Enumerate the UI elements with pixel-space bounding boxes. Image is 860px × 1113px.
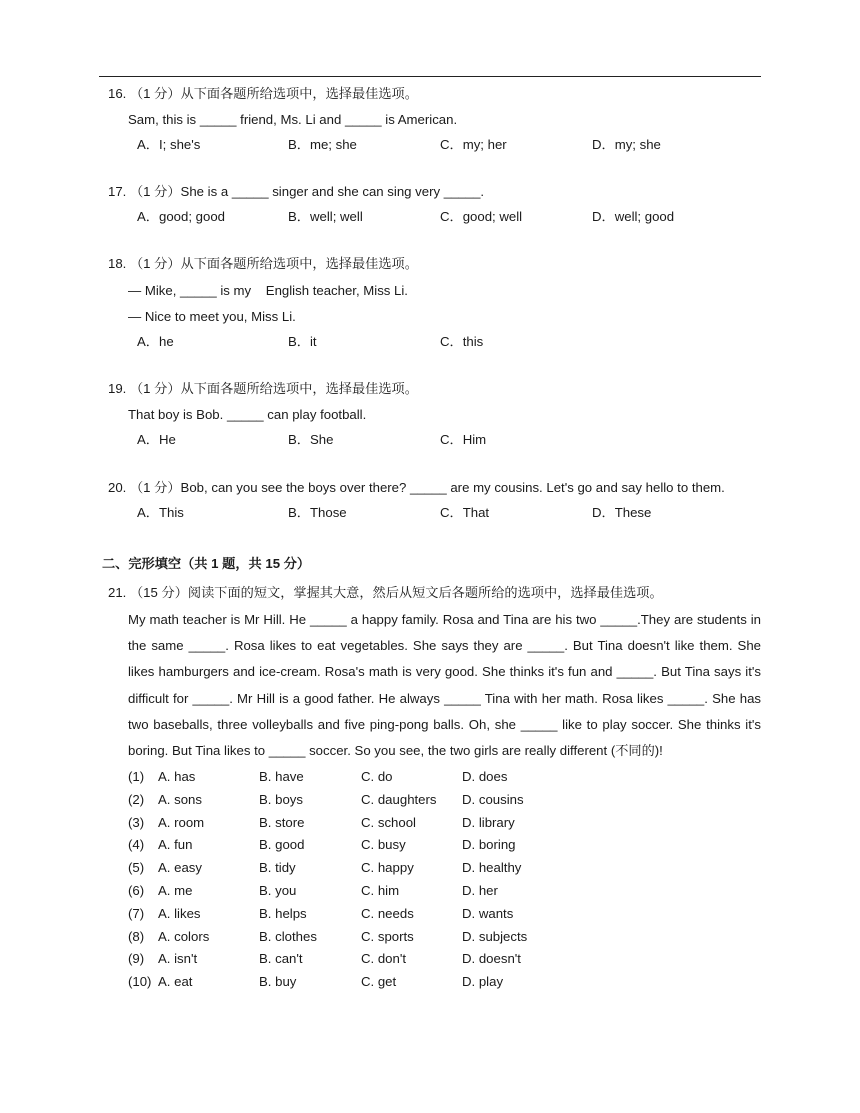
choice-option-d[interactable]: D. boring	[462, 837, 516, 853]
choice-number: (4)	[128, 837, 145, 853]
choice-number: (9)	[128, 951, 145, 967]
choice-option-a[interactable]: A. likes	[158, 905, 201, 921]
choice-row	[128, 768, 728, 786]
choice-option-a[interactable]: A. eat	[158, 974, 193, 990]
choice-option-c[interactable]: C. get	[361, 974, 397, 990]
choice-option-b[interactable]: B. good	[259, 837, 305, 853]
top-rule	[99, 76, 761, 77]
question-18-dialogue-1: — Mike, _____ is my English teacher, Miss Li.	[128, 283, 408, 298]
choice-option-b[interactable]: B. have	[259, 769, 304, 784]
question-16-option-d[interactable]: D．my; she	[592, 137, 661, 152]
choice-option-c[interactable]: C. school	[361, 814, 416, 830]
choice-row	[128, 791, 728, 809]
choice-number: (1)	[128, 769, 145, 784]
choice-option-a[interactable]: A. colors	[158, 928, 210, 944]
choice-option-c[interactable]: C. do	[361, 769, 393, 784]
choice-number: (8)	[128, 928, 145, 944]
choice-option-d[interactable]: D. doesn't	[462, 951, 521, 967]
choice-option-b[interactable]: B. can't	[259, 951, 303, 967]
question-19-option-c[interactable]: C．Him	[440, 432, 487, 447]
choice-option-d[interactable]: D. library	[462, 814, 515, 830]
choice-option-d[interactable]: D. play	[462, 974, 504, 990]
question-18-head: 18. （1 分）从下面各题所给选项中，选择最佳选项。	[108, 256, 418, 271]
choice-option-d[interactable]: D. wants	[462, 905, 514, 921]
question-18-dialogue-2: — Nice to meet you, Miss Li.	[128, 309, 296, 324]
choice-number: (2)	[128, 791, 145, 807]
choice-row	[128, 859, 728, 877]
question-18-option-a[interactable]: A．he	[137, 334, 174, 349]
choice-option-a[interactable]: A. fun	[158, 837, 193, 853]
question-17-option-b[interactable]: B．well; well	[288, 209, 363, 224]
choice-number: (10)	[128, 974, 152, 990]
choice-row	[128, 950, 728, 968]
choice-number: (5)	[128, 860, 145, 876]
choice-option-b[interactable]: B. buy	[259, 974, 297, 990]
choice-option-c[interactable]: C. busy	[361, 837, 406, 853]
question-19-stem: That boy is Bob. _____ can play football.	[128, 407, 367, 422]
choice-option-c[interactable]: C. needs	[361, 905, 414, 921]
cloze-passage: My math teacher is Mr Hill. He _____ a happy family. Rosa and Tina are his two _____.They are students in the same _____. Rosa likes to eat vegetables. She says they are _____. But Tina doesn't like them. She likes hamburgers and ice-cream. Rosa's math is very good. She thinks it's fun and _____. But Tina says it's difficult for _____. Mr Hill is a good father. He always _____ Tina with her math. Rosa likes _____. She has two baseballs, three volleyballs and five ping-pong balls. Oh, she _____ like to play soccer. She thinks it's boring. But Tina likes to _____ soccer. So you see, the two girls are really different (不同的)!	[128, 612, 761, 759]
choice-option-d[interactable]: D. healthy	[462, 860, 522, 876]
choice-row	[128, 836, 728, 854]
choice-option-b[interactable]: B. helps	[259, 905, 307, 921]
choice-option-b[interactable]: B. you	[259, 883, 297, 898]
question-18-option-c[interactable]: C．this	[440, 334, 484, 349]
choice-option-c[interactable]: C. sports	[361, 928, 414, 944]
question-16-option-a[interactable]: A．I; she's	[137, 137, 201, 152]
question-19-option-b[interactable]: B．She	[288, 432, 334, 447]
section-title: 二、完形填空（共 1 题，共 15 分）	[102, 556, 311, 571]
question-16-option-c[interactable]: C．my; her	[440, 137, 507, 152]
choice-option-a[interactable]: A. sons	[158, 791, 202, 807]
question-17-option-c[interactable]: C．good; well	[440, 209, 523, 224]
choice-option-d[interactable]: D. subjects	[462, 928, 528, 944]
question-20-option-d[interactable]: D．These	[592, 505, 652, 520]
choice-option-a[interactable]: A. room	[158, 814, 205, 830]
question-17-option-d[interactable]: D．well; good	[592, 209, 675, 224]
choice-option-b[interactable]: B. tidy	[259, 860, 296, 876]
question-20-option-a[interactable]: A．This	[137, 505, 184, 520]
question-16-head: 16. （1 分）从下面各题所给选项中，选择最佳选项。	[108, 86, 418, 101]
question-19-option-a[interactable]: A．He	[137, 432, 176, 447]
choice-option-c[interactable]: C. daughters	[361, 791, 437, 807]
choice-option-d[interactable]: D. her	[462, 883, 498, 898]
question-17-head: 17. （1 分）She is a _____ singer and she can sing very _____.	[108, 184, 485, 199]
choice-option-c[interactable]: C. him	[361, 883, 400, 898]
choice-option-b[interactable]: B. store	[259, 814, 305, 830]
choice-option-a[interactable]: A. has	[158, 769, 196, 784]
question-18-option-b[interactable]: B．it	[288, 334, 317, 349]
question-20-option-b[interactable]: B．Those	[288, 505, 347, 520]
choice-option-c[interactable]: C. happy	[361, 860, 414, 876]
question-17-option-a[interactable]: A．good; good	[137, 209, 225, 224]
choice-option-d[interactable]: D. does	[462, 769, 508, 784]
choice-option-b[interactable]: B. boys	[259, 791, 303, 807]
choice-option-a[interactable]: A. isn't	[158, 951, 198, 967]
choice-option-b[interactable]: B. clothes	[259, 928, 317, 944]
choice-option-d[interactable]: D. cousins	[462, 791, 524, 807]
choice-row	[128, 973, 728, 991]
choice-row	[128, 814, 728, 832]
question-20-option-c[interactable]: C．That	[440, 505, 490, 520]
choice-number: (3)	[128, 814, 145, 830]
choice-option-c[interactable]: C. don't	[361, 951, 407, 967]
choice-option-a[interactable]: A. easy	[158, 860, 202, 876]
choice-option-a[interactable]: A. me	[158, 883, 193, 898]
choice-row	[128, 928, 728, 946]
choice-number: (6)	[128, 883, 145, 898]
question-19-head: 19. （1 分）从下面各题所给选项中，选择最佳选项。	[108, 381, 418, 396]
question-16-option-b[interactable]: B．me; she	[288, 137, 357, 152]
question-20-head: 20. （1 分）Bob, can you see the boys over there? _____ are my cousins. Let's go and say hello to them.	[108, 480, 725, 495]
choice-number: (7)	[128, 905, 145, 921]
question-21-head: 21. （15 分）阅读下面的短文，掌握其大意，然后从短文后各题所给的选项中，选择最佳选项。	[108, 585, 663, 600]
choice-row	[128, 882, 728, 900]
choice-row	[128, 905, 728, 923]
question-16-stem: Sam, this is _____ friend, Ms. Li and _____ is American.	[128, 112, 458, 127]
